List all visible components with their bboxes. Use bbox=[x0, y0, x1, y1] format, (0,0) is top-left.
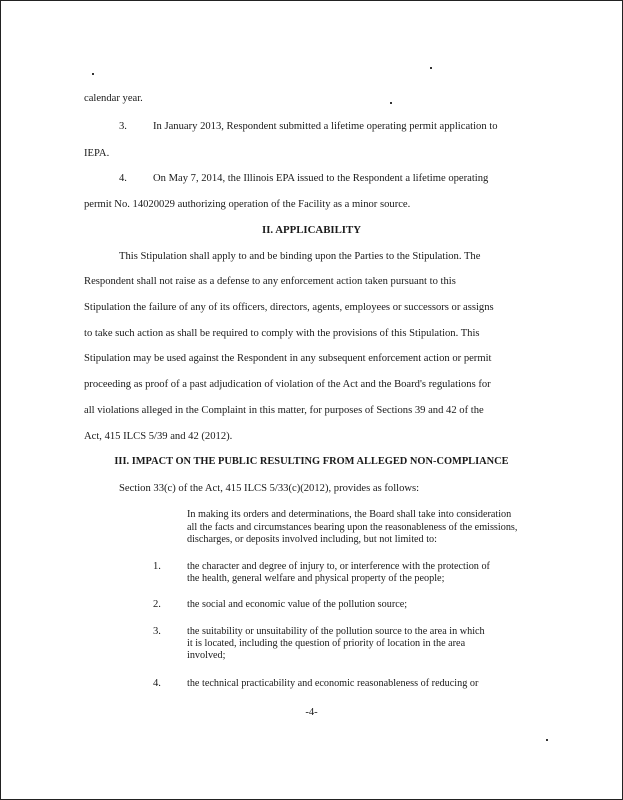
factor-line: it is located, including the question of priority of location in the area bbox=[187, 638, 466, 649]
item-text: IEPA. bbox=[84, 148, 110, 159]
quote-line: all the facts and circumstances bearing upon the reasonableness of the emissions, bbox=[187, 522, 518, 533]
section-heading: II. APPLICABILITY bbox=[262, 224, 361, 236]
factor-number: 3. bbox=[153, 626, 161, 637]
factor-number: 4. bbox=[153, 678, 161, 689]
factor-number: 1. bbox=[153, 561, 161, 572]
factor-line: the technical practicability and economic reasonableness of reducing or bbox=[187, 678, 479, 689]
factor-line: involved; bbox=[187, 650, 226, 661]
item-text: In January 2013, Respondent submitted a lifetime operating permit application to bbox=[153, 121, 498, 132]
body-line: Respondent shall not raise as a defense to any enforcement action taken pursuant to this bbox=[84, 276, 456, 287]
body-line: all violations alleged in the Complaint in this matter, for purposes of Sections 39 and 42 of the bbox=[84, 405, 484, 416]
factor-line: the suitability or unsuitability of the pollution source to the area in which bbox=[187, 626, 485, 637]
factor-line: the social and economic value of the pollution source; bbox=[187, 599, 408, 610]
scan-speck bbox=[390, 102, 392, 104]
quote-line: discharges, or deposits involved including, but not limited to: bbox=[187, 534, 437, 545]
item-number: 4. bbox=[119, 173, 127, 184]
item-text: On May 7, 2014, the Illinois EPA issued to the Respondent a lifetime operating bbox=[153, 173, 489, 184]
factor-line: the character and degree of injury to, or interference with the protection of bbox=[187, 561, 490, 572]
factor-line: the health, general welfare and physical property of the people; bbox=[187, 573, 445, 584]
item-text: permit No. 14020029 authorizing operation of the Facility as a minor source. bbox=[84, 199, 411, 210]
paragraph-tail: calendar year. bbox=[84, 93, 143, 104]
quote-line: In making its orders and determinations, the Board shall take into consideration bbox=[187, 509, 512, 520]
body-line: to take such action as shall be required to comply with the provisions of this Stipulation. This bbox=[84, 328, 480, 339]
body-line: Stipulation the failure of any of its officers, directors, agents, employees or successors or assigns bbox=[84, 302, 494, 313]
body-line: Act, 415 ILCS 5/39 and 42 (2012). bbox=[84, 431, 233, 442]
page-number: -4- bbox=[305, 707, 318, 718]
section-heading: III. IMPACT ON THE PUBLIC RESULTING FROM ALLEGED NON-COMPLIANCE bbox=[114, 456, 509, 467]
body-line: proceeding as proof of a past adjudication of violation of the Act and the Board's regulations for bbox=[84, 379, 491, 390]
scan-speck bbox=[92, 73, 94, 75]
intro-line: Section 33(c) of the Act, 415 ILCS 5/33(c)(2012), provides as follows: bbox=[119, 483, 420, 494]
body-line: Stipulation may be used against the Respondent in any subsequent enforcement action or permit bbox=[84, 353, 492, 364]
factor-number: 2. bbox=[153, 599, 161, 610]
scan-speck bbox=[546, 739, 548, 741]
item-number: 3. bbox=[119, 121, 127, 132]
scan-speck bbox=[430, 67, 432, 69]
body-line: This Stipulation shall apply to and be binding upon the Parties to the Stipulation. The bbox=[119, 251, 481, 262]
